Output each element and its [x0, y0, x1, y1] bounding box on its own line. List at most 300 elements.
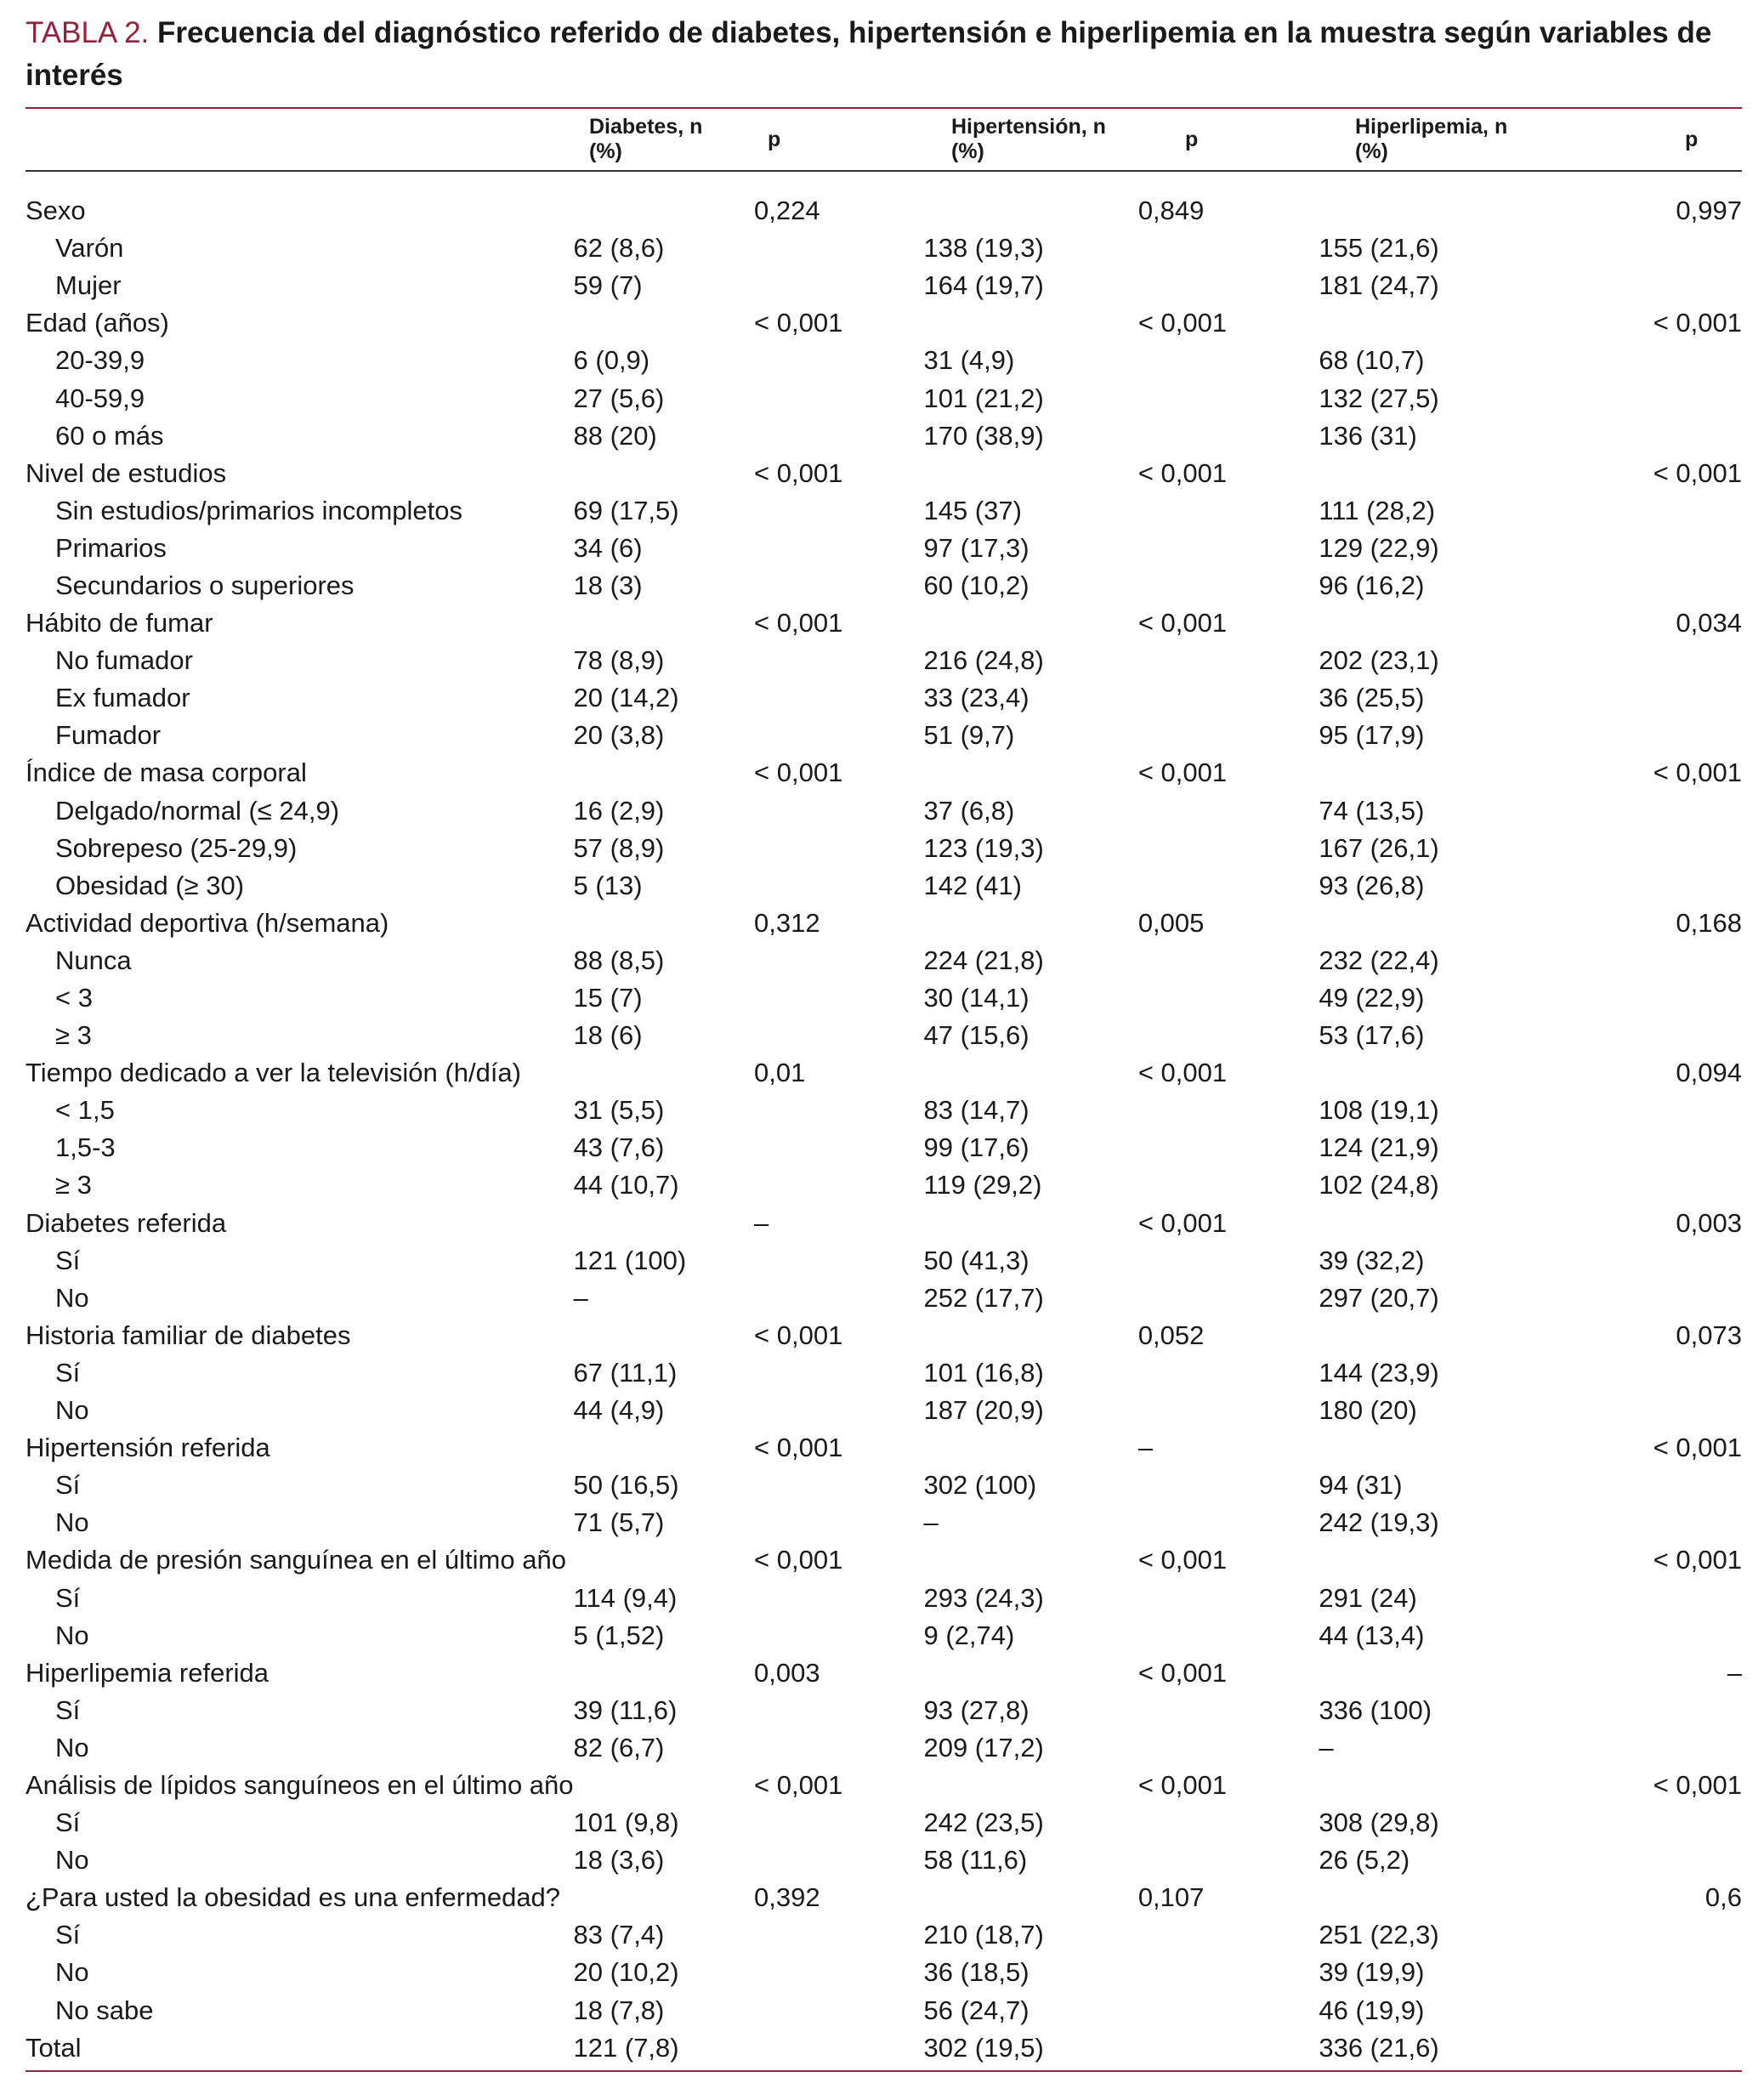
cell-p-hiperlipemia: < 0,001	[1653, 1433, 1742, 1463]
cell-diabetes: 114 (9,4)	[573, 1582, 678, 1613]
table-subrow	[26, 979, 1742, 1017]
cell-hipertension: 97 (17,3)	[923, 532, 1029, 563]
cell-p-hipertension	[1138, 830, 1319, 867]
cell-diabetes: 20 (3,8)	[573, 720, 665, 751]
cell-p-hiperlipemia	[1529, 1392, 1742, 1429]
cell-hiperlipemia: 297 (20,7)	[1319, 1282, 1439, 1313]
table-row	[26, 754, 1742, 792]
cell-p-hiperlipemia	[1529, 1804, 1742, 1842]
cell-p-hipertension	[1138, 1467, 1319, 1504]
cell-p-diabetes	[754, 979, 923, 1017]
cell-hipertension: 187 (20,9)	[923, 1395, 1044, 1426]
row-label: Secundarios o superiores	[55, 570, 355, 600]
cell-p-hiperlipemia	[1529, 1242, 1742, 1280]
cell-hiperlipemia	[1319, 754, 1529, 792]
cell-p-diabetes: < 0,001	[754, 1545, 843, 1575]
cell-hipertension	[923, 905, 1137, 942]
table-subrow	[26, 379, 1742, 417]
cell-p-hipertension: < 0,001	[1137, 758, 1228, 788]
cell-p-hiperlipemia	[1529, 979, 1742, 1017]
row-label: Sexo	[26, 196, 86, 226]
cell-diabetes: 18 (6)	[573, 1020, 643, 1051]
cell-p-hiperlipemia	[1529, 417, 1742, 455]
cell-hipertension: 170 (38,9)	[923, 420, 1044, 451]
cell-hipertension	[923, 754, 1137, 792]
cell-p-hiperlipemia	[1529, 1992, 1742, 2029]
cell-p-hipertension	[1138, 1992, 1319, 2029]
cell-p-hiperlipemia	[1529, 342, 1742, 379]
cell-hipertension: 224 (21,8)	[923, 945, 1044, 975]
row-label: Delgado/normal (≤ 24,9)	[55, 795, 340, 826]
table-subrow	[26, 1166, 1742, 1204]
row-label: Obesidad (≥ 30)	[55, 870, 245, 900]
header-hipertension: Hipertensión, n (%)	[951, 115, 1106, 163]
cell-diabetes: 27 (5,6)	[573, 383, 665, 413]
cell-p-diabetes	[754, 792, 923, 830]
cell-p-diabetes	[754, 530, 923, 567]
row-label: ≥ 3	[55, 1170, 92, 1200]
cell-diabetes: 59 (7)	[573, 270, 643, 301]
row-label: Sí	[55, 1920, 81, 1950]
cell-p-hipertension	[1138, 717, 1319, 754]
table-subrow	[26, 830, 1742, 867]
table-subrow	[26, 492, 1742, 530]
cell-p-diabetes: < 0,001	[754, 608, 843, 639]
cell-hipertension: 36 (18,5)	[923, 1957, 1029, 1988]
cell-p-diabetes	[754, 1804, 923, 1842]
cell-p-diabetes: < 0,001	[754, 1433, 843, 1463]
cell-p-hipertension	[1138, 1129, 1319, 1166]
cell-diabetes: 18 (3)	[573, 570, 643, 600]
cell-diabetes	[574, 1054, 755, 1092]
row-label: Sí	[55, 1808, 81, 1838]
cell-hiperlipemia: 124 (21,9)	[1319, 1132, 1439, 1163]
cell-diabetes: 44 (10,7)	[573, 1170, 679, 1200]
table-header	[26, 109, 1742, 170]
cell-p-hipertension	[1138, 1242, 1319, 1280]
cell-hipertension: 50 (41,3)	[923, 1245, 1029, 1275]
cell-p-diabetes	[754, 1092, 923, 1129]
row-label: 40-59,9	[55, 383, 145, 413]
cell-p-hipertension	[1138, 642, 1319, 679]
cell-hiperlipemia: 39 (32,2)	[1319, 1245, 1425, 1275]
cell-p-diabetes	[754, 1617, 923, 1654]
cell-p-hipertension: < 0,001	[1137, 1657, 1228, 1688]
table-title: Frecuencia del diagnóstico referido de diabetes, hipertensión e hiperlipemia en la muestra según variables de interés	[26, 16, 1712, 92]
cell-p-hiperlipemia: 0,997	[1676, 196, 1742, 226]
cell-hiperlipemia: 111 (28,2)	[1319, 495, 1436, 525]
cell-hiperlipemia	[1319, 1654, 1529, 1692]
cell-p-diabetes	[754, 942, 923, 979]
cell-p-hiperlipemia: < 0,001	[1653, 1545, 1742, 1575]
cell-diabetes: 5 (13)	[573, 870, 643, 900]
cell-p-hiperlipemia	[1529, 792, 1742, 830]
cell-hiperlipemia: 291 (24)	[1319, 1582, 1417, 1613]
cell-p-hipertension	[1138, 1729, 1319, 1767]
cell-hiperlipemia: 232 (22,4)	[1319, 945, 1439, 975]
cell-hiperlipemia	[1319, 455, 1529, 492]
table-subrow	[26, 1467, 1742, 1504]
cell-diabetes	[574, 604, 755, 642]
cell-p-hiperlipemia	[1529, 530, 1742, 567]
cell-p-diabetes	[754, 1467, 923, 1504]
cell-hiperlipemia: 68 (10,7)	[1319, 345, 1425, 376]
row-label: No fumador	[55, 645, 193, 676]
cell-p-hipertension	[1138, 267, 1319, 304]
cell-p-diabetes	[754, 1504, 923, 1541]
cell-diabetes: 18 (3,6)	[573, 1845, 665, 1876]
cell-diabetes: 67 (11,1)	[573, 1357, 678, 1388]
table-subrow	[26, 1804, 1742, 1842]
cell-diabetes: 44 (4,9)	[573, 1395, 665, 1426]
cell-diabetes: 101 (9,8)	[573, 1808, 679, 1838]
cell-hiperlipemia	[1319, 1317, 1529, 1354]
cell-p-hiperlipemia	[1529, 2029, 1742, 2067]
table-subrow	[26, 1692, 1742, 1729]
cell-hipertension: 33 (23,4)	[923, 683, 1029, 713]
table-subrow	[26, 1092, 1742, 1129]
cell-p-diabetes: < 0,001	[754, 457, 843, 488]
cell-diabetes	[574, 754, 755, 792]
cell-diabetes: 69 (17,5)	[573, 495, 679, 525]
cell-p-hiperlipemia	[1529, 567, 1742, 604]
cell-hiperlipemia	[1319, 1767, 1529, 1804]
cell-hiperlipemia: 180 (20)	[1319, 1395, 1417, 1426]
table-row	[26, 905, 1742, 942]
cell-diabetes: 39 (11,6)	[573, 1694, 678, 1725]
cell-p-hiperlipemia	[1529, 1129, 1742, 1166]
cell-hipertension: 56 (24,7)	[923, 1995, 1029, 2025]
cell-hiperlipemia: 129 (22,9)	[1319, 532, 1439, 563]
cell-hiperlipemia: 44 (13,4)	[1319, 1620, 1425, 1650]
cell-diabetes	[574, 304, 755, 342]
cell-hiperlipemia: 167 (26,1)	[1319, 832, 1439, 863]
cell-hipertension: 47 (15,6)	[923, 1020, 1029, 1051]
table-row	[26, 1541, 1742, 1579]
cell-diabetes: 83 (7,4)	[573, 1920, 665, 1950]
table-subrow	[26, 342, 1742, 379]
cell-p-hipertension: 0,849	[1137, 196, 1205, 226]
cell-p-diabetes	[754, 1842, 923, 1879]
cell-p-hiperlipemia: 0,034	[1676, 608, 1742, 639]
cell-p-diabetes	[754, 1916, 923, 1954]
cell-p-hiperlipemia	[1529, 1692, 1742, 1729]
cell-hiperlipemia: 93 (26,8)	[1319, 870, 1425, 900]
cell-hiperlipemia: 96 (16,2)	[1319, 570, 1425, 600]
cell-hipertension: 30 (14,1)	[923, 983, 1029, 1013]
cell-p-hiperlipemia: 0,003	[1676, 1207, 1742, 1238]
cell-hiperlipemia	[1319, 1205, 1529, 1242]
table-subrow	[26, 1729, 1742, 1767]
cell-hipertension: 58 (11,6)	[923, 1845, 1028, 1876]
cell-p-diabetes	[754, 1017, 923, 1054]
cell-p-hipertension	[1138, 1017, 1319, 1054]
cell-p-hiperlipemia	[1529, 717, 1742, 754]
cell-diabetes	[574, 905, 755, 942]
cell-hipertension	[923, 1654, 1137, 1692]
cell-hiperlipemia: 95 (17,9)	[1319, 720, 1425, 751]
table-subrow	[26, 230, 1742, 267]
cell-p-diabetes	[754, 1692, 923, 1729]
row-label: ≥ 3	[55, 1020, 92, 1051]
row-label: No	[55, 1282, 89, 1313]
row-label: Mujer	[55, 270, 122, 301]
cell-diabetes	[574, 192, 755, 230]
table-subrow	[26, 717, 1742, 754]
cell-p-diabetes: 0,312	[754, 907, 820, 938]
cell-hipertension: 93 (27,8)	[923, 1694, 1029, 1725]
cell-p-diabetes: 0,01	[754, 1058, 806, 1088]
cell-hipertension: 302 (100)	[923, 1470, 1037, 1501]
cell-p-hipertension	[1138, 1804, 1319, 1842]
cell-p-hiperlipemia	[1529, 1916, 1742, 1954]
row-label: Índice de masa corporal	[26, 758, 307, 788]
cell-p-hiperlipemia	[1529, 1166, 1742, 1204]
cell-hiperlipemia: 144 (23,9)	[1319, 1357, 1439, 1388]
cell-hiperlipemia: 132 (27,5)	[1319, 383, 1439, 413]
cell-p-hipertension	[1138, 679, 1319, 717]
cell-hipertension: 209 (17,2)	[923, 1732, 1044, 1762]
row-label: No	[55, 1507, 89, 1538]
cell-p-hipertension	[1138, 230, 1319, 267]
cell-hiperlipemia	[1319, 1429, 1529, 1467]
cell-p-diabetes	[754, 1166, 923, 1204]
cell-hiperlipemia: 202 (23,1)	[1319, 645, 1439, 676]
cell-p-hipertension	[1138, 1280, 1319, 1317]
row-label: 1,5-3	[55, 1132, 116, 1163]
cell-diabetes: 20 (14,2)	[573, 683, 679, 713]
cell-p-hipertension	[1138, 1842, 1319, 1879]
bottom-rule	[26, 2070, 1742, 2072]
row-label: No sabe	[55, 1995, 154, 2025]
cell-diabetes	[574, 1317, 755, 1354]
row-label: Hiperlipemia referida	[26, 1657, 269, 1688]
row-label: Actividad deportiva (h/semana)	[26, 907, 389, 938]
cell-diabetes	[574, 1879, 755, 1916]
cell-diabetes: 78 (8,9)	[573, 645, 665, 676]
cell-p-diabetes	[754, 1729, 923, 1767]
table-subrow	[26, 1242, 1742, 1280]
cell-hiperlipemia: 108 (19,1)	[1319, 1095, 1439, 1126]
row-label: No	[55, 1845, 89, 1876]
row-label: Sí	[55, 1245, 81, 1275]
cell-hipertension: 123 (19,3)	[923, 832, 1044, 863]
cell-p-hiperlipemia: 0,168	[1676, 907, 1742, 938]
table-subrow	[26, 1354, 1742, 1392]
cell-p-hipertension	[1138, 1954, 1319, 1991]
row-label: Medida de presión sanguínea en el último año	[26, 1545, 566, 1575]
row-label: < 1,5	[55, 1095, 115, 1126]
cell-p-hipertension	[1138, 1504, 1319, 1541]
table-row	[26, 1429, 1742, 1467]
table-subrow	[26, 1579, 1742, 1616]
cell-p-hipertension: < 0,001	[1137, 308, 1228, 338]
cell-diabetes: 50 (16,5)	[573, 1470, 679, 1501]
table-subrow	[26, 417, 1742, 455]
cell-p-diabetes: < 0,001	[754, 1769, 843, 1800]
row-label: Hábito de fumar	[26, 608, 213, 639]
cell-p-diabetes	[754, 267, 923, 304]
cell-p-diabetes	[754, 1392, 923, 1429]
cell-diabetes	[574, 1767, 755, 1804]
table-row	[26, 1767, 1742, 1804]
header-diabetes: Diabetes, n (%)	[589, 115, 703, 163]
cell-hiperlipemia: 155 (21,6)	[1319, 233, 1439, 264]
row-label: Sí	[55, 1470, 81, 1501]
cell-hipertension: 101 (21,2)	[923, 383, 1044, 413]
row-label: Nunca	[55, 945, 132, 975]
cell-hiperlipemia: 46 (19,9)	[1319, 1995, 1425, 2025]
cell-hipertension: 37 (6,8)	[923, 795, 1015, 826]
table-subrow	[26, 942, 1742, 979]
cell-hiperlipemia: –	[1319, 1732, 1334, 1762]
row-label: No	[55, 1395, 89, 1426]
row-label: Sobrepeso (25-29,9)	[55, 832, 298, 863]
cell-diabetes: 20 (10,2)	[573, 1957, 679, 1988]
cell-p-hiperlipemia: < 0,001	[1653, 308, 1742, 338]
cell-p-diabetes: < 0,001	[754, 1320, 843, 1350]
cell-hiperlipemia: 308 (29,8)	[1319, 1808, 1439, 1838]
cell-hipertension	[923, 604, 1137, 642]
cell-hipertension: –	[923, 1507, 939, 1538]
table-row	[26, 455, 1742, 492]
table-subrow	[26, 1392, 1742, 1429]
cell-hipertension	[923, 304, 1137, 342]
table-row	[26, 2029, 1742, 2067]
cell-p-diabetes	[754, 2029, 923, 2067]
cell-p-diabetes	[754, 567, 923, 604]
cell-hiperlipemia	[1319, 1541, 1529, 1579]
cell-p-hiperlipemia	[1529, 1842, 1742, 1879]
cell-p-diabetes	[754, 1954, 923, 1991]
cell-hiperlipemia	[1319, 1879, 1529, 1916]
row-label: Historia familiar de diabetes	[26, 1320, 351, 1350]
row-label: < 3	[55, 983, 93, 1013]
table-row	[26, 192, 1742, 230]
cell-diabetes: 121 (7,8)	[573, 2032, 679, 2063]
table-row	[26, 1054, 1742, 1092]
row-label: Varón	[55, 233, 124, 264]
cell-p-diabetes	[754, 417, 923, 455]
cell-hiperlipemia: 94 (31)	[1319, 1470, 1403, 1501]
cell-p-diabetes	[754, 1129, 923, 1166]
table-row	[26, 604, 1742, 642]
cell-hipertension: 99 (17,6)	[923, 1132, 1029, 1163]
cell-p-hiperlipemia	[1529, 1354, 1742, 1392]
cell-diabetes: 6 (0,9)	[573, 345, 650, 376]
table-row	[26, 1879, 1742, 1916]
table-subrow	[26, 1129, 1742, 1166]
table-subrow	[26, 1916, 1742, 1954]
row-label: No	[55, 1732, 89, 1762]
header-rule	[26, 170, 1742, 172]
cell-hipertension: 145 (37)	[923, 495, 1022, 525]
cell-p-diabetes	[754, 379, 923, 417]
table-caption	[26, 0, 1742, 107]
cell-p-diabetes	[754, 642, 923, 679]
cell-hipertension: 142 (41)	[923, 870, 1022, 900]
cell-p-hipertension	[1138, 1916, 1319, 1954]
row-label: ¿Para usted la obesidad es una enfermedad?	[26, 1882, 561, 1913]
row-label: Total	[26, 2032, 82, 2063]
row-label: 60 o más	[55, 420, 164, 451]
table-subrow	[26, 1017, 1742, 1054]
cell-p-hipertension	[1138, 567, 1319, 604]
cell-p-diabetes	[754, 230, 923, 267]
cell-hipertension: 216 (24,8)	[923, 645, 1044, 676]
cell-p-hipertension	[1138, 379, 1319, 417]
table-body	[26, 192, 1742, 2067]
cell-hipertension	[923, 1767, 1137, 1804]
cell-hipertension	[923, 1205, 1137, 1242]
cell-hipertension: 164 (19,7)	[923, 270, 1044, 301]
cell-hiperlipemia: 181 (24,7)	[1319, 270, 1439, 301]
cell-hiperlipemia: 102 (24,8)	[1319, 1170, 1439, 1200]
cell-diabetes	[574, 1205, 755, 1242]
cell-hipertension: 242 (23,5)	[923, 1808, 1044, 1838]
cell-diabetes	[574, 1429, 755, 1467]
cell-hiperlipemia: 49 (22,9)	[1319, 983, 1425, 1013]
cell-p-hiperlipemia	[1529, 830, 1742, 867]
cell-p-hiperlipemia	[1529, 1280, 1742, 1317]
cell-p-hiperlipemia	[1529, 1017, 1742, 1054]
cell-p-hipertension	[1138, 942, 1319, 979]
cell-hiperlipemia	[1319, 1054, 1529, 1092]
cell-p-hiperlipemia: < 0,001	[1653, 758, 1742, 788]
cell-p-hiperlipemia	[1529, 1579, 1742, 1616]
cell-p-hiperlipemia	[1529, 1617, 1742, 1654]
cell-p-diabetes	[754, 342, 923, 379]
table-subrow	[26, 1842, 1742, 1879]
cell-hiperlipemia: 39 (19,9)	[1319, 1957, 1425, 1988]
row-label: Fumador	[55, 720, 162, 751]
cell-p-hiperlipemia	[1529, 1729, 1742, 1767]
cell-diabetes	[574, 1541, 755, 1579]
cell-diabetes: –	[573, 1282, 588, 1313]
cell-hiperlipemia: 136 (31)	[1319, 420, 1417, 451]
cell-p-hiperlipemia	[1529, 492, 1742, 530]
cell-diabetes: 31 (5,5)	[573, 1095, 665, 1126]
cell-hiperlipemia: 336 (21,6)	[1319, 2032, 1439, 2063]
data-table	[26, 192, 1742, 2067]
cell-p-hipertension	[1138, 1354, 1319, 1392]
table-subrow	[26, 1992, 1742, 2029]
cell-diabetes: 62 (8,6)	[573, 233, 665, 264]
cell-hiperlipemia: 74 (13,5)	[1319, 795, 1425, 826]
cell-p-hipertension: < 0,001	[1137, 1058, 1228, 1088]
cell-p-hipertension	[1138, 1617, 1319, 1654]
cell-p-hiperlipemia	[1529, 1954, 1742, 1991]
cell-diabetes: 43 (7,6)	[573, 1132, 665, 1163]
cell-diabetes: 16 (2,9)	[573, 795, 665, 826]
row-label: Tiempo dedicado a ver la televisión (h/día)	[26, 1058, 521, 1088]
cell-p-hipertension: 0,052	[1137, 1320, 1205, 1350]
header-p-hipertension: p	[1185, 127, 1199, 151]
cell-p-hipertension	[1138, 492, 1319, 530]
cell-hipertension: 119 (29,2)	[923, 1170, 1042, 1200]
cell-diabetes: 18 (7,8)	[573, 1995, 665, 2025]
cell-hipertension: 210 (18,7)	[923, 1920, 1044, 1950]
table-subrow	[26, 792, 1742, 830]
row-label: Sí	[55, 1582, 81, 1613]
cell-p-diabetes: < 0,001	[754, 758, 843, 788]
cell-p-hipertension: < 0,001	[1137, 1769, 1228, 1800]
header-p-hiperlipemia: p	[1685, 127, 1699, 151]
cell-p-hipertension	[1138, 979, 1319, 1017]
cell-p-hipertension: < 0,001	[1137, 1545, 1228, 1575]
cell-p-diabetes	[754, 679, 923, 717]
cell-hiperlipemia	[1319, 905, 1529, 942]
